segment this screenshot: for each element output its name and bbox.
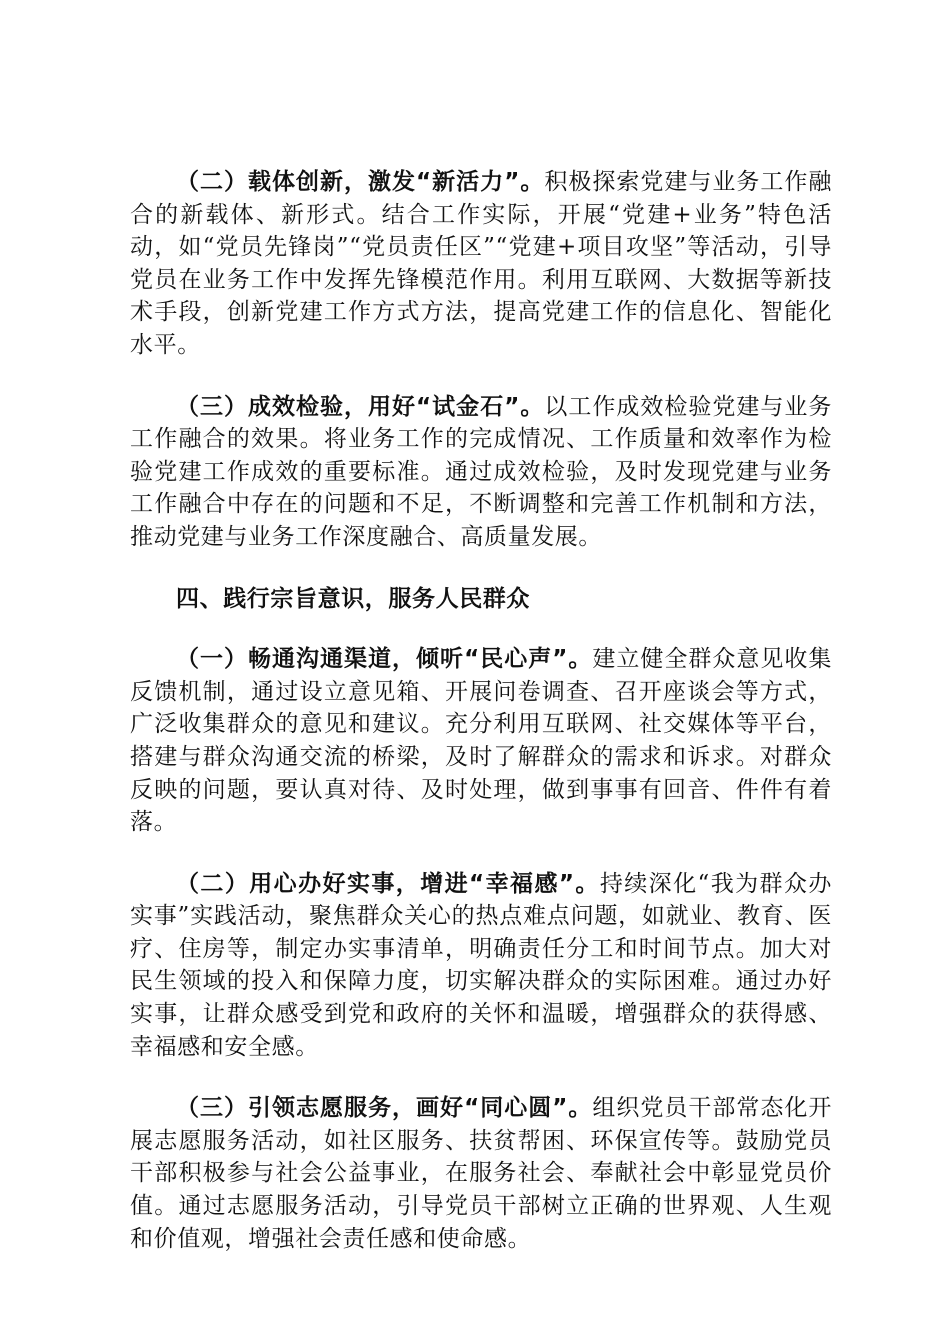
paragraph-body: 建立健全群众意见收集反馈机制，通过设立意见箱、开展问卷调查、召开座谈会等方式，广泛收集群众的意见和建议。充分利用互联网、社交媒体等平台，搭建与群众沟通交流的桥梁，及时了解群众的需求和诉求。对群众反映的问题，要认真对待、及时处理，做到事事有回音、件件有着落。	[130, 646, 832, 836]
paragraph-effect-testing	[130, 391, 832, 554]
paragraph-lead: （三）成效检验，用好“试金石”。	[176, 393, 545, 420]
paragraph-body: 以工作成效检验党建与业务工作融合的效果。将业务工作的完成情况、工作质量和效率作为检验党建工作成效的重要标准。通过成效检验，及时发现党建与业务工作融合中存在的问题和不足，不断调整和完善工作机制和方法，推动党建与业务工作深度融合、高质量发展。	[130, 393, 832, 550]
paragraph-carrier-innovation	[130, 166, 832, 362]
section-heading: 四、践行宗旨意识，服务人民群众	[176, 585, 530, 612]
paragraph-body: 积极探索党建与业务工作融合的新载体、新形式。结合工作实际，开展“党建+业务”特色活动，如“党员先锋岗”“党员责任区”“党建+项目攻坚”等活动，引导党员在业务工作中发挥先锋模范作用。利用互联网、大数据等新技术手段，创新党建工作方式方法，提高党建工作的信息化、智能化水平。	[130, 169, 832, 358]
paragraph-communication-channels	[130, 643, 832, 839]
paragraph-practical-matters	[130, 868, 832, 1064]
paragraph-lead: （三）引领志愿服务，画好“同心圆”。	[176, 1095, 593, 1122]
document-page	[130, 166, 832, 1284]
paragraph-volunteer-service	[130, 1092, 832, 1255]
paragraph-body: 组织党员干部常态化开展志愿服务活动，如社区服务、扶贫帮困、环保宣传等。鼓励党员干部积极参与社会公益事业，在服务社会、奉献社会中彰显党员价值。通过志愿服务活动，引导党员干部树立正确的世界观、人生观和价值观，增强社会责任感和使命感。	[130, 1095, 832, 1252]
paragraph-lead: （二）用心办好实事，增进“幸福感”。	[176, 870, 600, 897]
paragraph-lead: （一）畅通沟通渠道，倾听“民心声”。	[176, 646, 593, 673]
paragraph-body: 持续深化“我为群众办实事”实践活动，聚焦群众关心的热点难点问题，如就业、教育、医疗、住房等，制定办实事清单，明确责任分工和时间节点。加大对民生领域的投入和保障力度，切实解决群众的实际困难。通过办好实事，让群众感受到党和政府的关怀和温暖，增强群众的获得感、幸福感和安全感。	[130, 870, 832, 1060]
paragraph-lead: （二）载体创新，激发“新活力”。	[176, 169, 545, 195]
